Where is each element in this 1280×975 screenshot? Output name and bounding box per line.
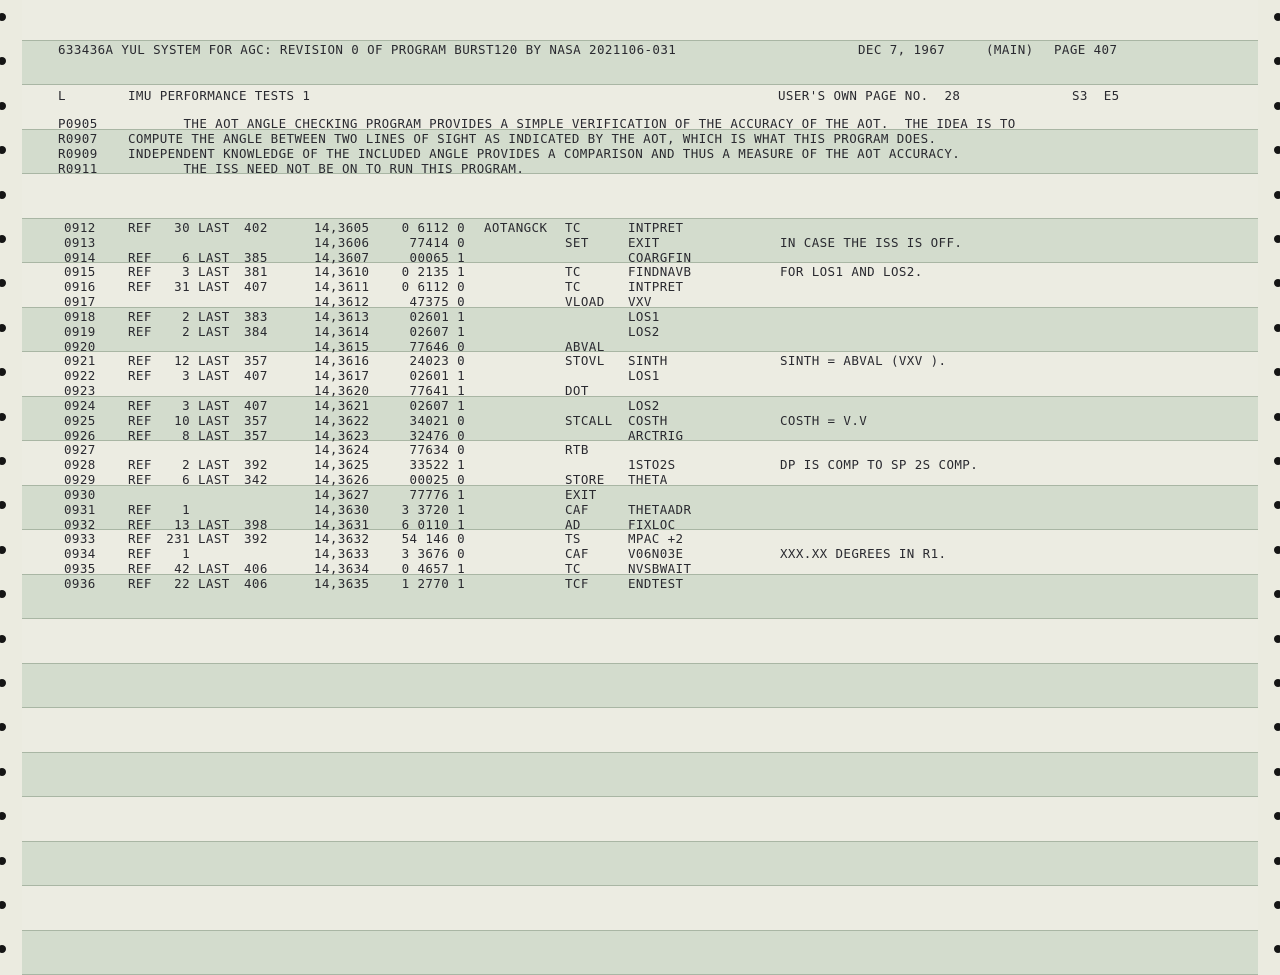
address: 14,3610 <box>314 264 370 280</box>
last-page: 402 <box>244 220 268 235</box>
listing-date: DEC 7, 1967 <box>858 42 946 57</box>
ref-count: 22 <box>174 575 190 591</box>
last-page: 381 <box>244 264 268 280</box>
opcode: AD <box>565 516 581 532</box>
sprocket-hole <box>1274 679 1280 687</box>
ref-count: 2 <box>182 457 190 473</box>
ref-keyword: REF <box>128 531 152 547</box>
sprocket-hole <box>1274 235 1280 243</box>
octal-code: 00025 0 <box>409 472 465 488</box>
octal-code: 77634 0 <box>409 442 465 458</box>
opcode: SET <box>565 234 589 250</box>
address: 14,3611 <box>314 279 370 295</box>
symbol-label: AOTANGCK <box>484 220 548 235</box>
ref-keyword: REF <box>128 412 152 428</box>
sprocket-hole <box>0 413 6 421</box>
last-keyword: LAST <box>198 531 230 547</box>
line-number: 0914 <box>64 249 96 265</box>
octal-code: 77776 1 <box>409 486 465 502</box>
sprocket-hole <box>1274 857 1280 865</box>
octal-code: 02601 1 <box>409 308 465 324</box>
opcode: TC <box>565 279 581 295</box>
ref-keyword: REF <box>128 501 152 517</box>
opcode: TC <box>565 561 581 577</box>
ref-keyword: REF <box>128 220 152 235</box>
sprocket-hole <box>0 501 6 509</box>
paper-band <box>22 930 1258 975</box>
opcode: TCF <box>565 575 589 591</box>
sprocket-hole <box>1274 501 1280 509</box>
sprocket-hole <box>1274 413 1280 421</box>
section-title: IMU PERFORMANCE TESTS 1 <box>128 88 311 103</box>
last-keyword: LAST <box>198 279 230 295</box>
ref-count: 31 <box>174 279 190 295</box>
sprocket-hole <box>0 235 6 243</box>
ref-count: 8 <box>182 427 190 443</box>
line-number: 0920 <box>64 338 96 354</box>
operand: THETAADR <box>628 501 692 517</box>
ref-count: 2 <box>182 308 190 324</box>
line-number: 0932 <box>64 516 96 532</box>
address: 14,3607 <box>314 249 370 265</box>
ref-count: 3 <box>182 397 190 413</box>
operand: COSTH <box>628 412 668 428</box>
last-keyword: LAST <box>198 353 230 369</box>
last-keyword: LAST <box>198 249 230 265</box>
operand: LOS1 <box>628 368 660 384</box>
sprocket-hole <box>1274 191 1280 199</box>
address: 14,3613 <box>314 308 370 324</box>
last-page: 392 <box>244 531 268 547</box>
last-page: 383 <box>244 308 268 324</box>
last-page: 385 <box>244 249 268 265</box>
sprocket-hole <box>1274 768 1280 776</box>
line-number: 0925 <box>64 412 96 428</box>
sprocket-hole <box>0 723 6 731</box>
ref-keyword: REF <box>128 516 152 532</box>
octal-code: 34021 0 <box>409 412 465 428</box>
operand: INTPRET <box>628 279 684 295</box>
ref-keyword: REF <box>128 457 152 473</box>
operand: COARGFIN <box>628 249 692 265</box>
last-keyword: LAST <box>198 516 230 532</box>
octal-code: 54 146 0 <box>401 531 465 547</box>
page-number: PAGE 407 <box>1054 42 1118 57</box>
line-number: 0912 <box>64 220 96 235</box>
listing-main: (MAIN) <box>986 42 1034 57</box>
address: 14,3620 <box>314 383 370 399</box>
sprocket-hole <box>0 13 6 21</box>
line-number: 0934 <box>64 546 96 562</box>
line-number: 0931 <box>64 501 96 517</box>
comment-line-id: R0907 <box>58 131 98 146</box>
ref-count: 30 <box>174 220 190 235</box>
line-number: 0916 <box>64 279 96 295</box>
sprocket-hole <box>0 901 6 909</box>
last-page: 398 <box>244 516 268 532</box>
sprocket-hole <box>0 857 6 865</box>
ref-count: 3 <box>182 264 190 280</box>
line-number: 0929 <box>64 472 96 488</box>
listing-type: L <box>58 88 66 103</box>
operand: MPAC +2 <box>628 531 684 547</box>
opcode: VLOAD <box>565 294 605 310</box>
ref-count: 42 <box>174 561 190 577</box>
sprocket-hole <box>1274 102 1280 110</box>
octal-code: 32476 0 <box>409 427 465 443</box>
sprocket-hole <box>1274 57 1280 65</box>
sprocket-hole <box>0 679 6 687</box>
opcode: CAF <box>565 546 589 562</box>
ref-count: 10 <box>174 412 190 428</box>
operand: ENDTEST <box>628 575 684 591</box>
ref-count: 1 <box>182 501 190 517</box>
ref-count: 3 <box>182 368 190 384</box>
operand: INTPRET <box>628 220 684 235</box>
sprocket-hole <box>1274 723 1280 731</box>
line-number: 0918 <box>64 308 96 324</box>
ref-keyword: REF <box>128 264 152 280</box>
octal-code: 47375 0 <box>409 294 465 310</box>
octal-code: 00065 1 <box>409 249 465 265</box>
last-keyword: LAST <box>198 427 230 443</box>
line-number: 0922 <box>64 368 96 384</box>
octal-code: 33522 1 <box>409 457 465 473</box>
octal-code: 0 4657 1 <box>401 561 465 577</box>
comment-text: COMPUTE THE ANGLE BETWEEN TWO LINES OF SIGHT AS INDICATED BY THE AOT, WHICH IS WHAT THIS PROGRAM DOES. <box>128 131 937 146</box>
opcode: DOT <box>565 383 589 399</box>
sprocket-hole <box>0 546 6 554</box>
octal-code: 0 2135 1 <box>401 264 465 280</box>
opcode: TC <box>565 220 581 235</box>
line-number: 0935 <box>64 561 96 577</box>
opcode: CAF <box>565 501 589 517</box>
operand: LOS2 <box>628 323 660 339</box>
comment-text: INDEPENDENT KNOWLEDGE OF THE INCLUDED ANGLE PROVIDES A COMPARISON AND THUS A MEASURE OF THE AOT ACCURACY. <box>128 146 961 161</box>
sprocket-hole <box>1274 457 1280 465</box>
ref-count: 2 <box>182 323 190 339</box>
sprocket-hole <box>1274 812 1280 820</box>
last-page: 392 <box>244 457 268 473</box>
operand: 1STO2S <box>628 457 676 473</box>
opcode: ABVAL <box>565 338 605 354</box>
line-number: 0923 <box>64 383 96 399</box>
operand: FINDNAVB <box>628 264 692 280</box>
octal-code: 02607 1 <box>409 323 465 339</box>
paper-band <box>22 752 1258 797</box>
row-comment: SINTH = ABVAL (VXV ). <box>780 353 947 369</box>
address: 14,3614 <box>314 323 370 339</box>
ref-count: 1 <box>182 546 190 562</box>
last-page: 357 <box>244 412 268 428</box>
last-page: 357 <box>244 427 268 443</box>
sprocket-hole <box>1274 635 1280 643</box>
sprocket-hole <box>0 102 6 110</box>
line-number: 0917 <box>64 294 96 310</box>
octal-code: 02607 1 <box>409 397 465 413</box>
ref-count: 231 <box>166 531 190 547</box>
ref-count: 6 <box>182 472 190 488</box>
octal-code: 77641 1 <box>409 383 465 399</box>
operand: FIXLOC <box>628 516 676 532</box>
address: 14,3606 <box>314 234 370 250</box>
row-comment: COSTH = V.V <box>780 412 868 428</box>
paper-band <box>22 663 1258 708</box>
ref-keyword: REF <box>128 575 152 591</box>
sprocket-hole <box>0 590 6 598</box>
sprocket-hole <box>0 368 6 376</box>
last-keyword: LAST <box>198 575 230 591</box>
sprocket-hole <box>1274 590 1280 598</box>
ref-keyword: REF <box>128 427 152 443</box>
sprocket-hole <box>1274 901 1280 909</box>
sprocket-hole <box>1274 146 1280 154</box>
sprocket-hole <box>1274 368 1280 376</box>
sprocket-hole <box>0 146 6 154</box>
ref-count: 13 <box>174 516 190 532</box>
octal-code: 0 6112 0 <box>401 279 465 295</box>
last-page: 357 <box>244 353 268 369</box>
address: 14,3633 <box>314 546 370 562</box>
comment-line-id: R0911 <box>58 161 98 176</box>
opcode: EXIT <box>565 486 597 502</box>
opcode: STORE <box>565 472 605 488</box>
operand: V06N03E <box>628 546 684 562</box>
operand: LOS2 <box>628 397 660 413</box>
sprocket-hole <box>0 279 6 287</box>
octal-code: 3 3676 0 <box>401 546 465 562</box>
operand: LOS1 <box>628 308 660 324</box>
comment-text: THE ISS NEED NOT BE ON TO RUN THIS PROGRAM. <box>128 161 525 176</box>
last-keyword: LAST <box>198 368 230 384</box>
sprocket-hole <box>0 635 6 643</box>
last-keyword: LAST <box>198 264 230 280</box>
line-number: 0936 <box>64 575 96 591</box>
row-comment: FOR LOS1 AND LOS2. <box>780 264 923 280</box>
ref-keyword: REF <box>128 397 152 413</box>
line-number: 0930 <box>64 486 96 502</box>
last-keyword: LAST <box>198 397 230 413</box>
operand: NVSBWAIT <box>628 561 692 577</box>
octal-code: 3 3720 1 <box>401 501 465 517</box>
octal-code: 1 2770 1 <box>401 575 465 591</box>
opcode: STCALL <box>565 412 613 428</box>
address: 14,3625 <box>314 457 370 473</box>
opcode: STOVL <box>565 353 605 369</box>
octal-code: 77646 0 <box>409 338 465 354</box>
line-number: 0933 <box>64 531 96 547</box>
users-page-number: USER'S OWN PAGE NO. 28 <box>778 88 961 103</box>
address: 14,3632 <box>314 531 370 547</box>
last-keyword: LAST <box>198 457 230 473</box>
section-code: S3 E5 <box>1072 88 1120 103</box>
last-page: 384 <box>244 323 268 339</box>
sprocket-hole <box>1274 546 1280 554</box>
last-page: 407 <box>244 397 268 413</box>
ref-keyword: REF <box>128 561 152 577</box>
sprocket-hole <box>0 812 6 820</box>
line-number: 0926 <box>64 427 96 443</box>
address: 14,3623 <box>314 427 370 443</box>
comment-text: THE AOT ANGLE CHECKING PROGRAM PROVIDES A SIMPLE VERIFICATION OF THE ACCURACY OF THE AOT. THE IDEA IS TO <box>128 116 1016 131</box>
octal-code: 0 6112 0 <box>401 220 465 235</box>
ref-keyword: REF <box>128 323 152 339</box>
sprocket-hole <box>0 57 6 65</box>
last-keyword: LAST <box>198 220 230 235</box>
last-keyword: LAST <box>198 472 230 488</box>
address: 14,3612 <box>314 294 370 310</box>
ref-keyword: REF <box>128 279 152 295</box>
address: 14,3630 <box>314 501 370 517</box>
line-number: 0924 <box>64 397 96 413</box>
sprocket-hole <box>1274 945 1280 953</box>
sprocket-hole <box>0 457 6 465</box>
address: 14,3616 <box>314 353 370 369</box>
line-number: 0915 <box>64 264 96 280</box>
operand: VXV <box>628 294 652 310</box>
octal-code: 77414 0 <box>409 234 465 250</box>
sprocket-hole <box>1274 324 1280 332</box>
sprocket-hole <box>0 324 6 332</box>
sprocket-hole <box>1274 279 1280 287</box>
ref-count: 12 <box>174 353 190 369</box>
operand: ARCTRIG <box>628 427 684 443</box>
operand: THETA <box>628 472 668 488</box>
paper-band <box>22 841 1258 886</box>
opcode: TC <box>565 264 581 280</box>
ref-keyword: REF <box>128 249 152 265</box>
octal-code: 02601 1 <box>409 368 465 384</box>
line-number: 0919 <box>64 323 96 339</box>
ref-keyword: REF <box>128 368 152 384</box>
last-page: 406 <box>244 575 268 591</box>
address: 14,3634 <box>314 561 370 577</box>
address: 14,3626 <box>314 472 370 488</box>
sprocket-hole <box>1274 13 1280 21</box>
ref-keyword: REF <box>128 472 152 488</box>
operand: EXIT <box>628 234 660 250</box>
last-keyword: LAST <box>198 561 230 577</box>
address: 14,3627 <box>314 486 370 502</box>
ref-keyword: REF <box>128 353 152 369</box>
line-number: 0927 <box>64 442 96 458</box>
sprocket-hole <box>0 191 6 199</box>
line-number: 0921 <box>64 353 96 369</box>
address: 14,3631 <box>314 516 370 532</box>
opcode: RTB <box>565 442 589 458</box>
last-page: 407 <box>244 368 268 384</box>
line-number: 0928 <box>64 457 96 473</box>
row-comment: XXX.XX DEGREES IN R1. <box>780 546 947 562</box>
ref-count: 6 <box>182 249 190 265</box>
last-keyword: LAST <box>198 412 230 428</box>
operand: SINTH <box>628 353 668 369</box>
row-comment: DP IS COMP TO SP 2S COMP. <box>780 457 979 473</box>
address: 14,3635 <box>314 575 370 591</box>
address: 14,3615 <box>314 338 370 354</box>
ref-keyword: REF <box>128 308 152 324</box>
row-comment: IN CASE THE ISS IS OFF. <box>780 234 963 250</box>
ref-keyword: REF <box>128 546 152 562</box>
last-page: 407 <box>244 279 268 295</box>
line-number: 0913 <box>64 234 96 250</box>
last-page: 342 <box>244 472 268 488</box>
sprocket-hole <box>0 945 6 953</box>
address: 14,3605 <box>314 220 370 235</box>
last-page: 406 <box>244 561 268 577</box>
address: 14,3622 <box>314 412 370 428</box>
listing-title: 633436A YUL SYSTEM FOR AGC: REVISION 0 OF PROGRAM BURST120 BY NASA 2021106-031 <box>58 42 677 57</box>
opcode: TS <box>565 531 581 547</box>
address: 14,3617 <box>314 368 370 384</box>
comment-line-id: R0909 <box>58 146 98 161</box>
sprocket-hole <box>0 768 6 776</box>
address: 14,3621 <box>314 397 370 413</box>
last-keyword: LAST <box>198 308 230 324</box>
comment-line-id: P0905 <box>58 116 98 131</box>
octal-code: 24023 0 <box>409 353 465 369</box>
octal-code: 6 0110 1 <box>401 516 465 532</box>
last-keyword: LAST <box>198 323 230 339</box>
address: 14,3624 <box>314 442 370 458</box>
